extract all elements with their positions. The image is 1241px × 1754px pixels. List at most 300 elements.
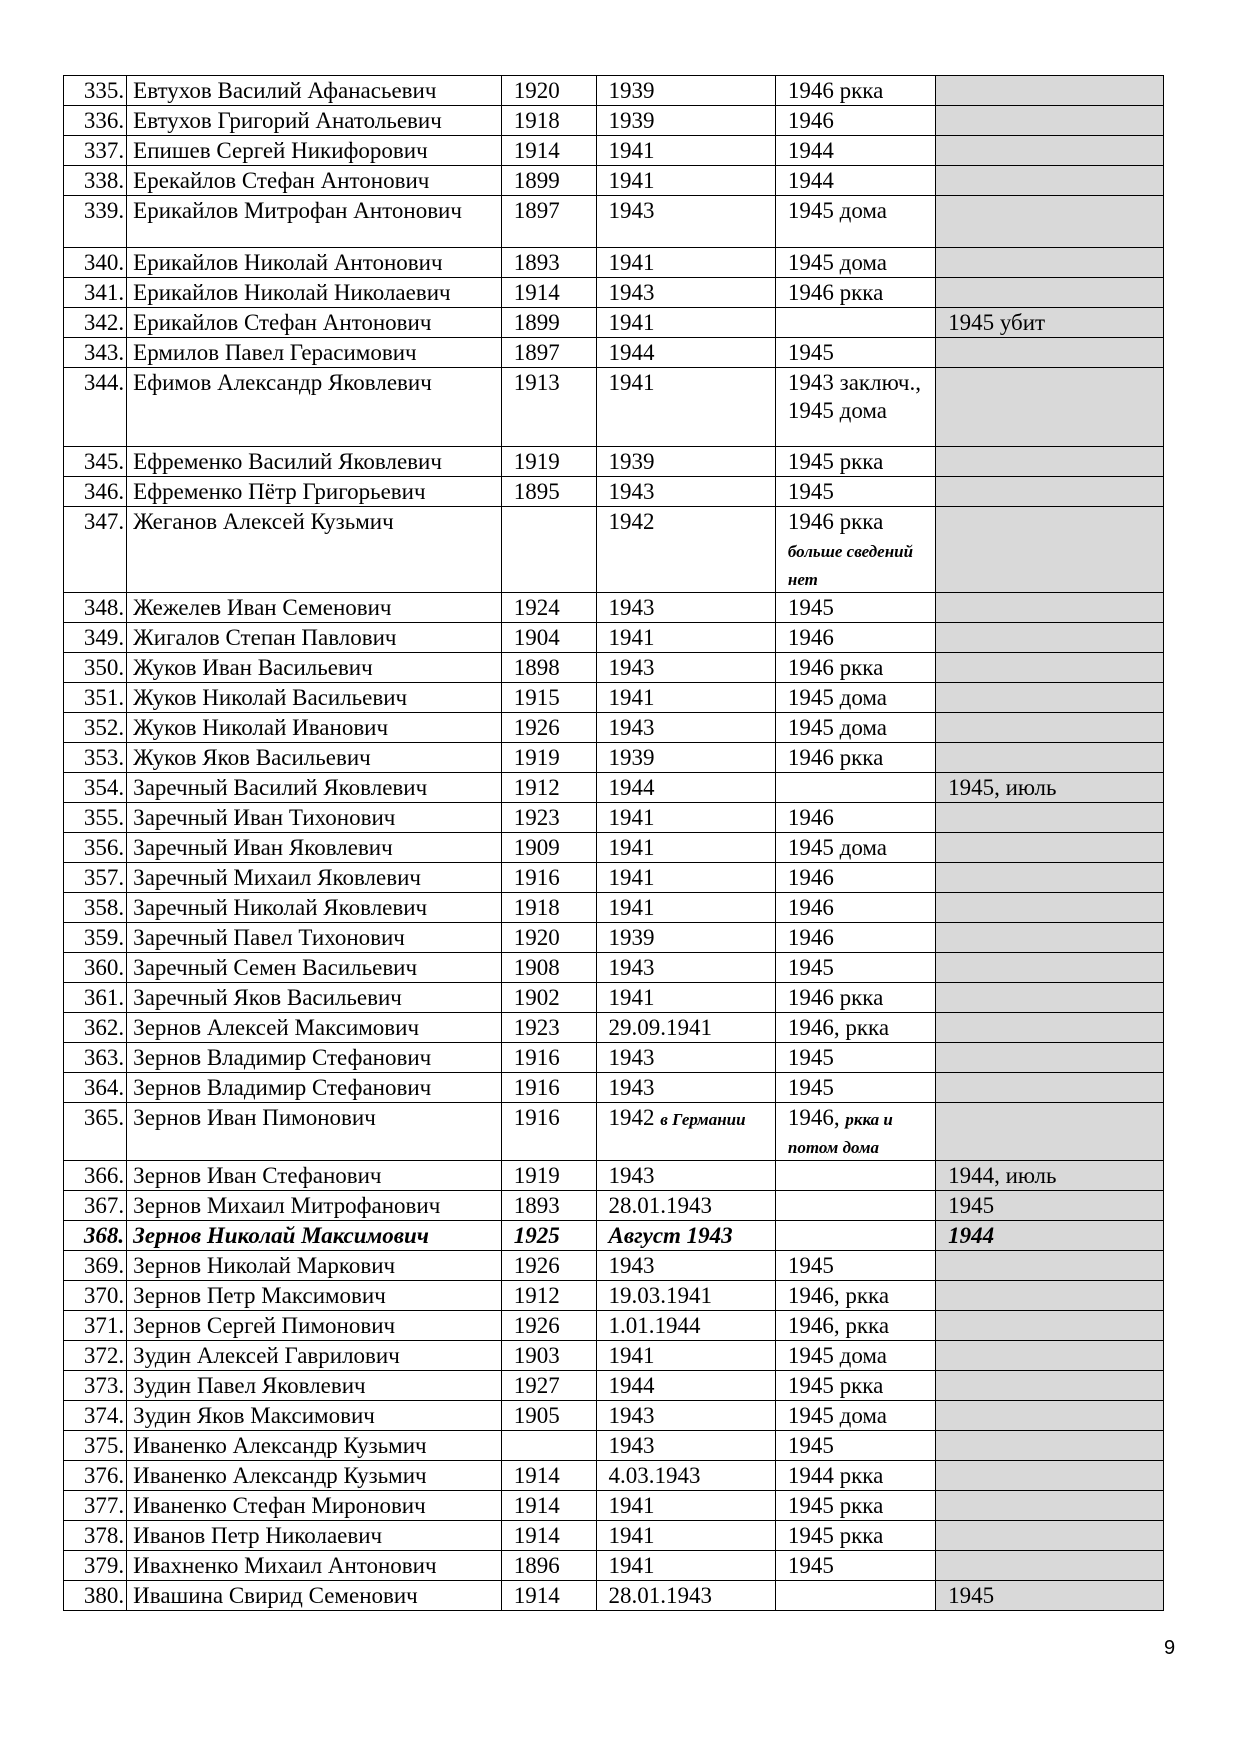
birth-year-cell	[501, 743, 596, 773]
row-number: 354.	[83, 775, 125, 800]
birth-year: 1898	[513, 655, 560, 680]
start-date-cell	[596, 1311, 775, 1341]
start-date-cell	[596, 1073, 775, 1103]
row-number-cell	[64, 593, 127, 623]
person-name-cell	[127, 447, 502, 477]
birth-year-cell	[501, 653, 596, 683]
table-row	[64, 683, 1164, 713]
birth-year-cell	[501, 923, 596, 953]
person-name-cell	[127, 953, 502, 983]
death-info: 1945	[948, 1193, 995, 1218]
death-info-cell	[936, 248, 1164, 278]
person-name: Евтухов Василий Афанасьевич	[133, 78, 437, 103]
birth-year: 1902	[513, 985, 560, 1010]
birth-year: 1923	[513, 805, 560, 830]
death-info-cell	[936, 1043, 1164, 1073]
return-info-cell	[775, 1461, 935, 1491]
start-date: 1943	[608, 595, 655, 620]
row-number-cell	[64, 1581, 127, 1611]
person-name-cell	[127, 1221, 502, 1251]
person-name-cell	[127, 983, 502, 1013]
table-row	[64, 136, 1164, 166]
start-date-cell	[596, 136, 775, 166]
death-info-cell	[936, 1281, 1164, 1311]
row-number-cell	[64, 338, 127, 368]
birth-year-cell	[501, 713, 596, 743]
death-info-cell	[936, 338, 1164, 368]
start-date-cell	[596, 507, 775, 593]
birth-year-cell	[501, 1371, 596, 1401]
return-info: 1946,	[787, 1105, 840, 1130]
person-name-cell	[127, 1461, 502, 1491]
table-row	[64, 278, 1164, 308]
return-info-cell	[775, 833, 935, 863]
table-row	[64, 1461, 1164, 1491]
start-date-cell	[596, 923, 775, 953]
return-info: 1946, ркка	[787, 1283, 890, 1308]
return-info-cell	[775, 893, 935, 923]
birth-year: 1919	[513, 1163, 560, 1188]
table-row	[64, 1073, 1164, 1103]
person-name: Зернов Владимир Стефанович	[133, 1075, 432, 1100]
birth-year-cell	[501, 136, 596, 166]
person-name: Заречный Иван Яковлевич	[133, 835, 393, 860]
person-name: Заречный Михаил Яковлевич	[133, 865, 421, 890]
row-number: 358.	[83, 895, 125, 920]
row-number-cell	[64, 166, 127, 196]
birth-year: 1916	[513, 1075, 560, 1100]
start-date: 1943	[608, 1163, 655, 1188]
row-number-cell	[64, 743, 127, 773]
return-info: 1945 дома	[787, 1343, 887, 1368]
start-date: 1943	[608, 655, 655, 680]
start-date-cell	[596, 1371, 775, 1401]
row-number: 347.	[83, 509, 125, 534]
person-name-cell	[127, 1103, 502, 1161]
birth-year-cell	[501, 106, 596, 136]
table-row	[64, 1251, 1164, 1281]
person-name: Ивашина Свирид Семенович	[133, 1583, 418, 1608]
return-info-cell	[775, 1371, 935, 1401]
row-number: 371.	[83, 1313, 125, 1338]
row-number: 350.	[83, 655, 125, 680]
table-row	[64, 1221, 1164, 1251]
birth-year-cell	[501, 1221, 596, 1251]
person-name-cell	[127, 338, 502, 368]
start-date-cell	[596, 863, 775, 893]
person-name: Заречный Семен Васильевич	[133, 955, 418, 980]
return-info: 1945	[787, 340, 834, 365]
table-row	[64, 653, 1164, 683]
person-name-cell	[127, 196, 502, 248]
death-info-cell	[936, 1311, 1164, 1341]
birth-year: 1912	[513, 775, 560, 800]
return-info-cell	[775, 308, 935, 338]
return-info: 1946, ркка	[787, 1313, 890, 1338]
row-number-cell	[64, 923, 127, 953]
person-name-cell	[127, 833, 502, 863]
return-info: 1946 ркка	[787, 745, 884, 770]
start-date: 1943	[608, 1253, 655, 1278]
start-date: 1941	[608, 1553, 655, 1578]
row-number: 337.	[83, 138, 125, 163]
person-name-cell	[127, 1281, 502, 1311]
person-name-cell	[127, 803, 502, 833]
person-name: Епишев Сергей Никифорович	[133, 138, 428, 163]
table-row	[64, 893, 1164, 923]
birth-year-cell	[501, 833, 596, 863]
table-row	[64, 106, 1164, 136]
birth-year-cell	[501, 447, 596, 477]
start-date-cell	[596, 166, 775, 196]
birth-year-cell	[501, 76, 596, 106]
table-row	[64, 76, 1164, 106]
start-date-cell	[596, 593, 775, 623]
table-row	[64, 1371, 1164, 1401]
birth-year: 1923	[513, 1015, 560, 1040]
birth-year: 1918	[513, 108, 560, 133]
row-number: 344.	[83, 370, 125, 395]
start-date: 1941	[608, 835, 655, 860]
return-info: 1945	[787, 1433, 834, 1458]
return-info: 1945 дома	[787, 1403, 887, 1428]
start-date-cell	[596, 623, 775, 653]
start-date: 28.01.1943	[608, 1583, 712, 1608]
start-date-cell	[596, 106, 775, 136]
person-name-cell	[127, 773, 502, 803]
row-number: 349.	[83, 625, 125, 650]
return-info-cell	[775, 653, 935, 683]
return-info-cell	[775, 683, 935, 713]
table-row	[64, 1191, 1164, 1221]
row-number-cell	[64, 1073, 127, 1103]
death-info-cell	[936, 1013, 1164, 1043]
row-number: 372.	[83, 1343, 125, 1368]
row-number: 363.	[83, 1045, 125, 1070]
page-number: 9	[1164, 1637, 1176, 1659]
death-info-cell	[936, 803, 1164, 833]
person-name-cell	[127, 1521, 502, 1551]
table-row	[64, 1103, 1164, 1161]
return-info-cell	[775, 1251, 935, 1281]
table-row	[64, 1401, 1164, 1431]
start-date: 1942	[608, 1105, 655, 1130]
birth-year-cell	[501, 308, 596, 338]
row-number-cell	[64, 623, 127, 653]
return-info: 1945 дома	[787, 715, 887, 740]
roster-body	[64, 76, 1164, 1611]
person-name-cell	[127, 1341, 502, 1371]
death-info-cell	[936, 833, 1164, 863]
death-info-cell	[936, 773, 1164, 803]
return-info: 1945	[787, 1075, 834, 1100]
row-number-cell	[64, 713, 127, 743]
person-name: Зернов Сергей Пимонович	[133, 1313, 396, 1338]
start-date: 1941	[608, 310, 655, 335]
person-name: Ефременко Василий Яковлевич	[133, 449, 442, 474]
table-row	[64, 166, 1164, 196]
birth-year: 1896	[513, 1553, 560, 1578]
row-number-cell	[64, 1311, 127, 1341]
start-date-cell	[596, 338, 775, 368]
person-name: Заречный Иван Тихонович	[133, 805, 396, 830]
birth-year-cell	[501, 1551, 596, 1581]
birth-year-cell	[501, 1401, 596, 1431]
row-number: 361.	[83, 985, 125, 1010]
row-number-cell	[64, 447, 127, 477]
start-date-cell	[596, 196, 775, 248]
return-info-cell	[775, 713, 935, 743]
row-number: 365.	[83, 1105, 125, 1130]
person-name-cell	[127, 507, 502, 593]
table-row	[64, 833, 1164, 863]
start-date: 1943	[608, 715, 655, 740]
row-number: 368.	[83, 1223, 125, 1248]
death-info-cell	[936, 1371, 1164, 1401]
death-info-cell	[936, 713, 1164, 743]
return-info: 1945	[787, 479, 834, 504]
person-name-cell	[127, 743, 502, 773]
return-info-cell	[775, 1521, 935, 1551]
row-number: 375.	[83, 1433, 125, 1458]
row-number: 336.	[83, 108, 125, 133]
birth-year: 1893	[513, 1193, 560, 1218]
return-info: 1946, ркка	[787, 1015, 890, 1040]
death-info-cell	[936, 106, 1164, 136]
birth-year: 1899	[513, 310, 560, 335]
start-date: 1939	[608, 108, 655, 133]
birth-year: 1915	[513, 685, 560, 710]
row-number: 357.	[83, 865, 125, 890]
return-info: 1945	[787, 1553, 834, 1578]
row-number-cell	[64, 833, 127, 863]
return-info: 1946	[787, 865, 834, 890]
start-date: 29.09.1941	[608, 1015, 712, 1040]
row-number: 359.	[83, 925, 125, 950]
birth-year-cell	[501, 1461, 596, 1491]
return-info: 1945	[787, 1253, 834, 1278]
table-row	[64, 477, 1164, 507]
start-date: 1941	[608, 865, 655, 890]
row-number: 351.	[83, 685, 125, 710]
death-info-cell	[936, 477, 1164, 507]
row-number-cell	[64, 1191, 127, 1221]
birth-year-cell	[501, 1251, 596, 1281]
birth-year-cell	[501, 368, 596, 447]
birth-year: 1914	[513, 1583, 560, 1608]
start-date: 1943	[608, 198, 655, 223]
row-number-cell	[64, 953, 127, 983]
person-name-cell	[127, 248, 502, 278]
start-date: 19.03.1941	[608, 1283, 712, 1308]
row-number: 380.	[83, 1583, 125, 1608]
table-row	[64, 308, 1164, 338]
start-date-cell	[596, 1221, 775, 1251]
person-name: Зернов Николай Максимович	[133, 1223, 429, 1248]
person-name-cell	[127, 1431, 502, 1461]
return-info: 1943 заключ., 1945 дома	[787, 370, 921, 423]
death-info-cell	[936, 1401, 1164, 1431]
start-date: 1941	[608, 138, 655, 163]
row-number-cell	[64, 1371, 127, 1401]
person-name: Жуков Яков Васильевич	[133, 745, 371, 770]
row-number-cell	[64, 1103, 127, 1161]
person-name-cell	[127, 1013, 502, 1043]
birth-year: 1914	[513, 138, 560, 163]
return-info: 1945	[787, 1045, 834, 1070]
death-info-cell	[936, 76, 1164, 106]
start-date: 28.01.1943	[608, 1193, 712, 1218]
table-row	[64, 1431, 1164, 1461]
return-info: 1945	[787, 955, 834, 980]
start-date-cell	[596, 713, 775, 743]
table-row	[64, 1491, 1164, 1521]
return-info-cell	[775, 338, 935, 368]
death-info: 1945 убит	[948, 310, 1046, 335]
birth-year: 1897	[513, 198, 560, 223]
return-info-cell	[775, 1221, 935, 1251]
table-row	[64, 953, 1164, 983]
birth-year: 1919	[513, 449, 560, 474]
person-name: Иванов Петр Николаевич	[133, 1523, 383, 1548]
start-date: 1941	[608, 370, 655, 395]
birth-year: 1909	[513, 835, 560, 860]
start-date-cell	[596, 833, 775, 863]
death-info-cell	[936, 1491, 1164, 1521]
return-info: 1946	[787, 925, 834, 950]
table-row	[64, 773, 1164, 803]
birth-year: 1914	[513, 280, 560, 305]
return-info: 1946 ркка	[787, 509, 884, 534]
return-info-cell	[775, 368, 935, 447]
row-number-cell	[64, 863, 127, 893]
start-date-cell	[596, 1013, 775, 1043]
start-date: 1941	[608, 1493, 655, 1518]
birth-year-cell	[501, 1521, 596, 1551]
start-date-cell	[596, 477, 775, 507]
death-info-cell	[936, 196, 1164, 248]
start-date-cell	[596, 953, 775, 983]
death-info: 1945	[948, 1583, 995, 1608]
table-row	[64, 1521, 1164, 1551]
birth-year: 1925	[513, 1223, 560, 1248]
start-date: 1941	[608, 1343, 655, 1368]
start-date-cell	[596, 773, 775, 803]
death-info: 1945, июль	[948, 775, 1057, 800]
start-date: 1944	[608, 775, 655, 800]
death-info-cell	[936, 953, 1164, 983]
return-info-cell	[775, 136, 935, 166]
death-info: 1944	[948, 1223, 995, 1248]
birth-year: 1893	[513, 250, 560, 275]
return-info: 1945 дома	[787, 835, 887, 860]
person-name-cell	[127, 1161, 502, 1191]
person-name: Зернов Николай Маркович	[133, 1253, 396, 1278]
row-number-cell	[64, 1281, 127, 1311]
table-row	[64, 1311, 1164, 1341]
return-info-cell	[775, 1161, 935, 1191]
person-name: Ивахненко Михаил Антонович	[133, 1553, 437, 1578]
death-info-cell	[936, 368, 1164, 447]
return-info-cell	[775, 1401, 935, 1431]
row-number: 370.	[83, 1283, 125, 1308]
start-date: 1941	[608, 1523, 655, 1548]
start-date: 1943	[608, 1075, 655, 1100]
return-info-cell	[775, 507, 935, 593]
start-date: 1941	[608, 685, 655, 710]
person-name-cell	[127, 1191, 502, 1221]
birth-year-cell	[501, 1581, 596, 1611]
birth-year: 1916	[513, 865, 560, 890]
row-number-cell	[64, 1161, 127, 1191]
death-info-cell	[936, 983, 1164, 1013]
return-info-cell	[775, 1581, 935, 1611]
table-row	[64, 923, 1164, 953]
table-row	[64, 196, 1164, 248]
person-name-cell	[127, 1371, 502, 1401]
death-info-cell	[936, 447, 1164, 477]
birth-year: 1897	[513, 340, 560, 365]
row-number-cell	[64, 1251, 127, 1281]
birth-year: 1912	[513, 1283, 560, 1308]
person-name-cell	[127, 278, 502, 308]
start-date-cell	[596, 447, 775, 477]
birth-year: 1908	[513, 955, 560, 980]
person-name: Иваненко Александр Кузьмич	[133, 1463, 427, 1488]
birth-year-cell	[501, 477, 596, 507]
person-name: Жеганов Алексей Кузьмич	[133, 509, 394, 534]
return-info: 1945 ркка	[787, 1523, 884, 1548]
return-info-cell	[775, 773, 935, 803]
row-number-cell	[64, 1491, 127, 1521]
row-number: 345.	[83, 449, 125, 474]
death-info-cell	[936, 623, 1164, 653]
row-number: 364.	[83, 1075, 125, 1100]
table-row	[64, 1013, 1164, 1043]
person-name-cell	[127, 683, 502, 713]
death-info-cell	[936, 1431, 1164, 1461]
start-date-cell	[596, 1191, 775, 1221]
death-info-cell	[936, 593, 1164, 623]
death-info-cell	[936, 1103, 1164, 1161]
start-date-cell	[596, 1431, 775, 1461]
person-name-cell	[127, 1251, 502, 1281]
death-info-cell	[936, 1461, 1164, 1491]
person-name-cell	[127, 1491, 502, 1521]
return-info-cell	[775, 743, 935, 773]
death-info-cell	[936, 136, 1164, 166]
death-info-cell	[936, 278, 1164, 308]
return-info-cell	[775, 1013, 935, 1043]
return-info: 1946	[787, 805, 834, 830]
row-number-cell	[64, 507, 127, 593]
return-info: 1945 ркка	[787, 1373, 884, 1398]
birth-year: 1903	[513, 1343, 560, 1368]
row-number: 348.	[83, 595, 125, 620]
row-number-cell	[64, 76, 127, 106]
return-info: 1945 ркка	[787, 449, 884, 474]
row-number-cell	[64, 653, 127, 683]
row-number-cell	[64, 773, 127, 803]
row-number-cell	[64, 196, 127, 248]
birth-year-cell	[501, 166, 596, 196]
start-date: 1.01.1944	[608, 1313, 701, 1338]
row-number-cell	[64, 893, 127, 923]
return-info: 1945 ркка	[787, 1493, 884, 1518]
person-name: Зернов Владимир Стефанович	[133, 1045, 432, 1070]
start-date-cell	[596, 1461, 775, 1491]
birth-year-cell	[501, 1043, 596, 1073]
